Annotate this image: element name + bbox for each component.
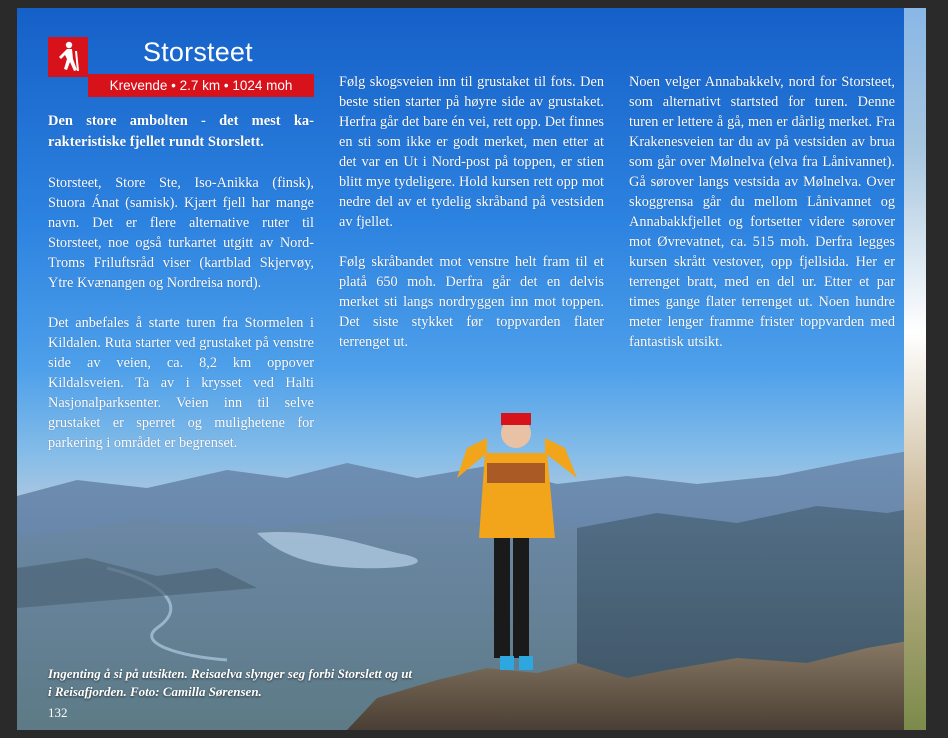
hiker-icon (48, 37, 88, 77)
paragraph: Noen velger Annabakkelv, nord for Storsteet, som alternativt startsted for turen. Denne turen er lettere å gå, men er dårlig merket. Fra Krakenesveien tar du av på vestsiden av brua som går over Mølnelva (elva fra Lånivannet). Gå sørover langs vestsida av Mølnelva. Over skoggrensa går du mellom Lånivannet og Annabakkfjellet og fortsetter videre sørover mot Øvrevatnet, ca. 515 moh. Derfra legges kursen skrått vestover, opp fjellsida. Her er terrenget bratt, med en del ur. Etter et par times gange flater terrenget ut. Noen hundre meter lenger framme frister toppvarden med fantastisk utsikt. (629, 74, 895, 350)
page-title: Storsteet (143, 37, 253, 67)
lead-paragraph: Den store ambolten - det mest ka-rakteristiske fjellet rundt Storslett. (48, 113, 314, 150)
paragraph: Storsteet, Store Ste, Iso-Anikka (finsk), Stuora Ánat (samisk). Kjært fjell har mange navn. Det er flere alternative ruter til Storsteet, noe også turkartet utgitt av Nord-Troms Friluftsråd viser (kartblad Skjervøy, Ytre Kvænangen og Nordreisa nord). (48, 175, 314, 291)
column-1 (48, 111, 314, 473)
column-3 (629, 72, 895, 372)
paragraph: Følg skogsveien inn til grustaket til fots. Den beste stien starter på høyre side av grustaket. Herfra går det bare én vei, rett opp. Det finnes en sti som ikke er godt merket, men etter at det var en Ut i Nord-post på toppen, er stien blitt mye tydeligere. Hold kursen rett opp mot nedre del av et tydelig skråband på vestsiden av fjellet. (339, 74, 604, 230)
route-stats-badge: Krevende • 2.7 km • 1024 moh (88, 74, 314, 97)
paragraph: Det anbefales å starte turen fra Stormelen i Kildalen. Ruta starter ved grustaket på venstre side av veien, ca. 8,2 km oppover Kildalsveien. Ta av i krysset ved Halti Nasjonalparksenter. Veien inn til selve grustaket er sperret og mulighetene for parkering i området er begrenset. (48, 315, 314, 451)
column-2 (339, 72, 604, 372)
paragraph: Følg skråbandet mot venstre helt fram til et platå 650 moh. Derfra går det en delvis merket sti langs nordryggen inn mot toppen. Det siste stykket før toppvarden flater terrenget ut. (339, 254, 604, 350)
page-number: 132 (48, 705, 68, 720)
next-page-edge (904, 8, 926, 730)
book-page (17, 8, 926, 730)
photo-caption: Ingenting å si på utsikten. Reisaelva slynger seg forbi Storslett og ut i Reisafjorden. Foto: Camilla Sørensen. (48, 666, 413, 699)
